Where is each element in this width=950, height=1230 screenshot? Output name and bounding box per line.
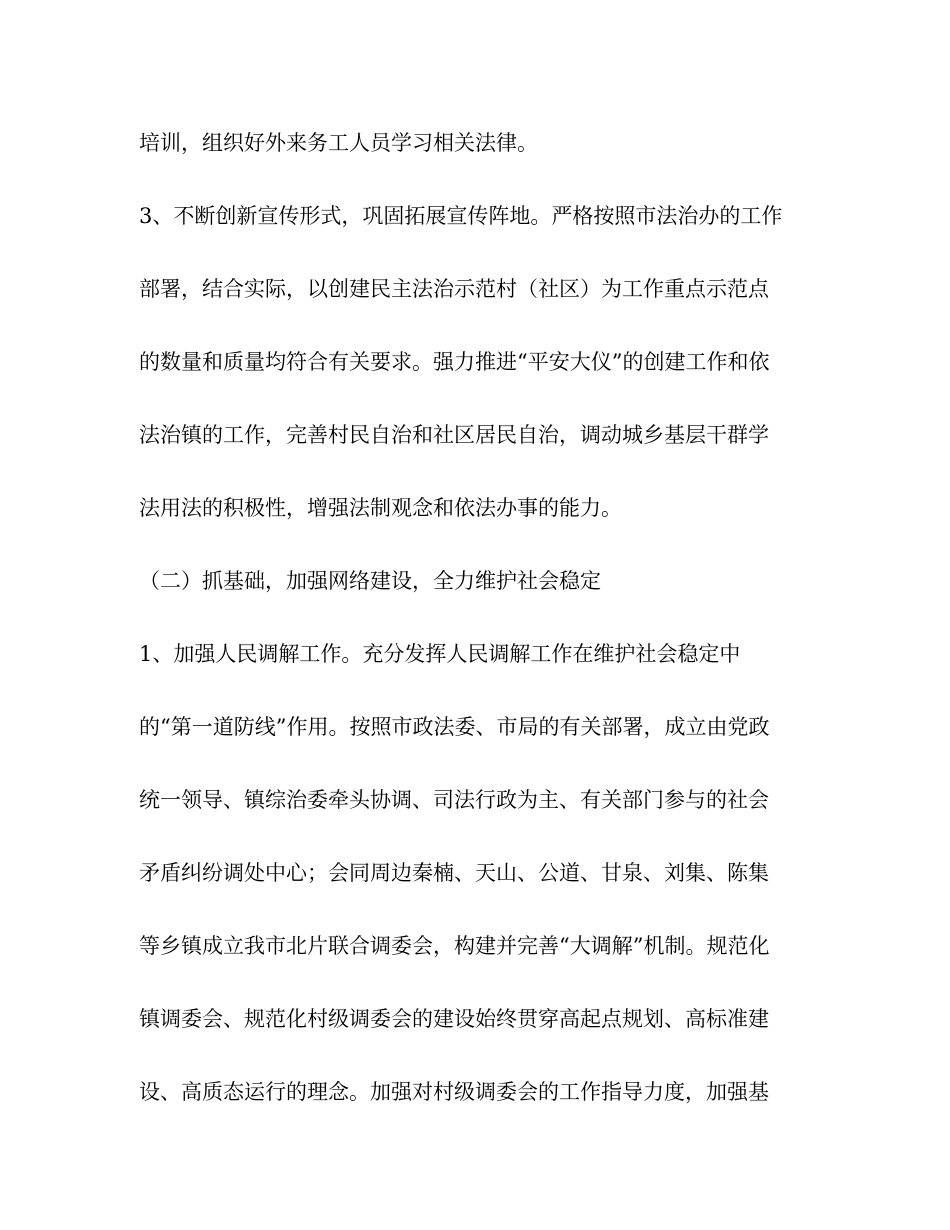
text-line: 统一领导、镇综治委牵头协调、司法行政为主、有关部门参与的社会 xyxy=(139,788,769,812)
text-line: 法用法的积极性，增强法制观念和依法办事的能力。 xyxy=(139,496,622,520)
text-line: 1、加强人民调解工作。充分发挥人民调解工作在维护社会稳定中 xyxy=(139,642,741,666)
text-line: 设、高质态运行的理念。加强对村级调委会的工作指导力度，加强基 xyxy=(139,1080,769,1104)
text-line: 法治镇的工作，完善村民自治和社区居民自治，调动城乡基层干群学 xyxy=(139,423,769,447)
section-heading: （二）抓基础，加强网络建设，全力维护社会稳定 xyxy=(139,569,601,593)
text-line: 的数量和质量均符合有关要求。强力推进“平安大仪”的创建工作和依 xyxy=(139,350,770,374)
document-body xyxy=(139,127,809,1149)
text-line: 的“第一道防线”作用。按照市政法委、市局的有关部署，成立由党政 xyxy=(139,715,770,739)
text-line: 等乡镇成立我市北片联合调委会，构建并完善“大调解”机制。规范化 xyxy=(139,934,770,958)
text-line: 部署，结合实际，以创建民主法治示范村（社区）为工作重点示范点 xyxy=(139,277,769,301)
text-line: 矛盾纠纷调处中心；会同周边秦楠、天山、公道、甘泉、刘集、陈集 xyxy=(139,861,769,885)
text-line: 3、不断创新宣传形式，巩固拓展宣传阵地。严格按照市法治办的工作 xyxy=(139,204,783,228)
text-line: 镇调委会、规范化村级调委会的建设始终贯穿高起点规划、高标准建 xyxy=(139,1007,769,1031)
text-line: 培训，组织好外来务工人员学习相关法律。 xyxy=(139,131,538,155)
